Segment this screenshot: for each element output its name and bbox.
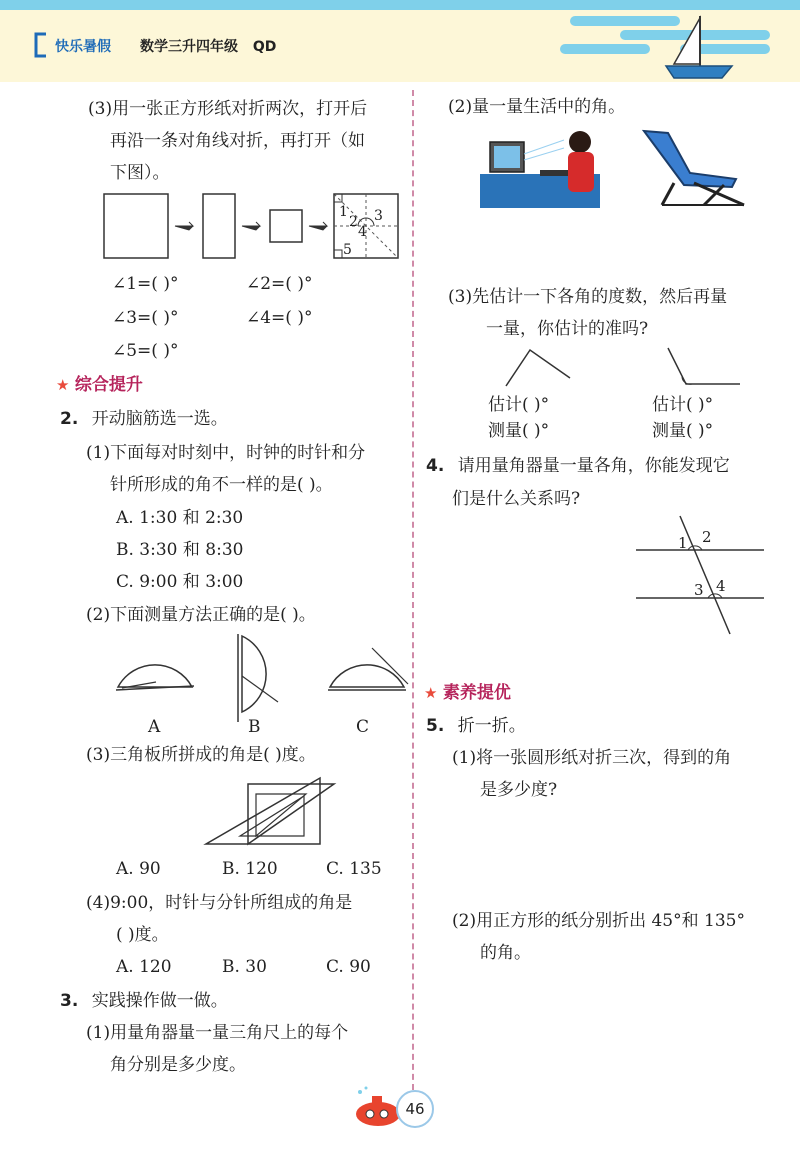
q2-1-option-a[interactable]: A. 1:30 和 2:30 [116, 508, 244, 528]
q1-3-line3: 下图）。 [110, 163, 170, 183]
q2-3-text: (3)三角板所拼成的角是( )度。 [86, 745, 316, 765]
q2-4-option-c[interactable]: C. 90 [326, 957, 371, 977]
section-heading-1 [56, 374, 143, 396]
q2-number: 2. [60, 409, 79, 429]
parallel-label-1: 1 [678, 534, 688, 552]
angle-figure-right [660, 344, 750, 394]
angle-figure-left [500, 344, 590, 394]
fig-label-5: 5 [343, 242, 352, 258]
measure-blank-left[interactable]: 测量( )° [488, 421, 550, 441]
q5-number: 5. [426, 716, 445, 736]
parallel-label-4: 4 [716, 577, 726, 595]
q4-heading [426, 455, 730, 477]
estimate-blank-right[interactable]: 估计( )° [652, 395, 714, 415]
fig-label-3: 3 [374, 208, 383, 224]
blank-angle-2[interactable]: ∠2=( )° [246, 274, 313, 294]
q2-2-text: (2)下面测量方法正确的是( )。 [86, 605, 316, 625]
q4-number: 4. [426, 456, 445, 476]
q5-title: 折一折。 [457, 716, 526, 736]
q5-2-line1: (2)用正方形的纸分别折出 45°和 135° [452, 911, 745, 931]
q5-1-line2: 是多少度? [480, 780, 558, 800]
q2-1-line1: (1)下面每对时刻中，时钟的时针和分 [86, 443, 366, 463]
header-subject [140, 36, 276, 56]
q1-3-line1: (3)用一张正方形纸对折两次，打开后 [88, 99, 368, 119]
star-icon: ★ [424, 684, 438, 702]
blank-angle-3[interactable]: ∠3=( )° [112, 308, 179, 328]
q2-4-line2: ( )度。 [116, 925, 169, 945]
section-title: 素养提优 [442, 683, 511, 703]
q3-2-text: (2)量一量生活中的角。 [448, 97, 626, 117]
parallel-lines-figure [636, 516, 766, 636]
measure-blank-right[interactable]: 测量( )° [652, 421, 714, 441]
q5-heading [426, 715, 526, 737]
q2-1-option-c[interactable]: C. 9:00 和 3:00 [116, 572, 244, 592]
protractor-label-a: A [148, 717, 161, 737]
parallel-label-3: 3 [694, 581, 704, 599]
q2-heading [60, 408, 228, 430]
q4-line2: 们是什么关系吗? [452, 489, 581, 509]
edition-label: QD [252, 39, 277, 55]
q3-3-line1: (3)先估计一下各角的度数，然后再量 [448, 287, 728, 307]
q3-number: 3. [60, 991, 79, 1011]
star-icon: ★ [56, 376, 70, 394]
q2-3-option-b[interactable]: B. 120 [222, 859, 278, 879]
fig-label-4: 4 [358, 224, 367, 240]
q3-1-line2: 角分别是多少度。 [110, 1055, 246, 1075]
section-title: 综合提升 [74, 375, 143, 395]
section-heading-2 [424, 682, 511, 704]
protractor-label-c: C [356, 717, 370, 737]
q3-heading [60, 990, 228, 1012]
q2-1-option-b[interactable]: B. 3:30 和 8:30 [116, 540, 244, 560]
parallel-label-2: 2 [702, 528, 712, 546]
estimate-blank-left[interactable]: 估计( )° [488, 395, 550, 415]
q2-4-line1: (4)9:00，时针与分针所组成的角是 [86, 893, 353, 913]
q1-3-line2: 再沿一条对角线对折，再打开（如 [110, 131, 365, 151]
sailboat-icon [660, 14, 740, 84]
blank-angle-4[interactable]: ∠4=( )° [246, 308, 313, 328]
q2-title: 开动脑筋选一选。 [91, 409, 228, 429]
q2-4-option-b[interactable]: B. 30 [222, 957, 267, 977]
computer-user-illustration [480, 130, 610, 210]
q2-1-line2: 针所形成的角不一样的是( )。 [110, 475, 333, 495]
fig-label-2: 2 [349, 214, 358, 230]
blank-angle-5[interactable]: ∠5=( )° [112, 341, 179, 361]
protractor-figures [110, 632, 410, 722]
brand-title: 快乐暑假 [55, 39, 111, 55]
q5-1-line1: (1)将一张圆形纸对折三次，得到的角 [452, 748, 732, 768]
page-number: 46 [396, 1090, 434, 1128]
fig-label-1: 1 [339, 204, 348, 220]
q4-line1: 请用量角器量一量各角，你能发现它 [457, 456, 730, 476]
q2-4-option-a[interactable]: A. 120 [116, 957, 172, 977]
blank-angle-1[interactable]: ∠1=( )° [112, 274, 179, 294]
subject-label: 数学三升四年级 [140, 39, 238, 55]
column-divider [412, 90, 414, 1100]
lounge-chair-illustration [634, 125, 754, 210]
q3-3-line2: 一量，你估计的准吗? [486, 319, 649, 339]
q2-3-option-c[interactable]: C. 135 [326, 859, 382, 879]
brand-bracket-icon [30, 30, 52, 60]
q2-3-option-a[interactable]: A. 90 [116, 859, 161, 879]
q3-1-line1: (1)用量角器量一量三角尺上的每个 [86, 1023, 349, 1043]
q5-2-line2: 的角。 [480, 943, 531, 963]
protractor-label-b: B [248, 717, 261, 737]
q3-title: 实践操作做一做。 [91, 991, 228, 1011]
set-square-figure [200, 774, 340, 849]
